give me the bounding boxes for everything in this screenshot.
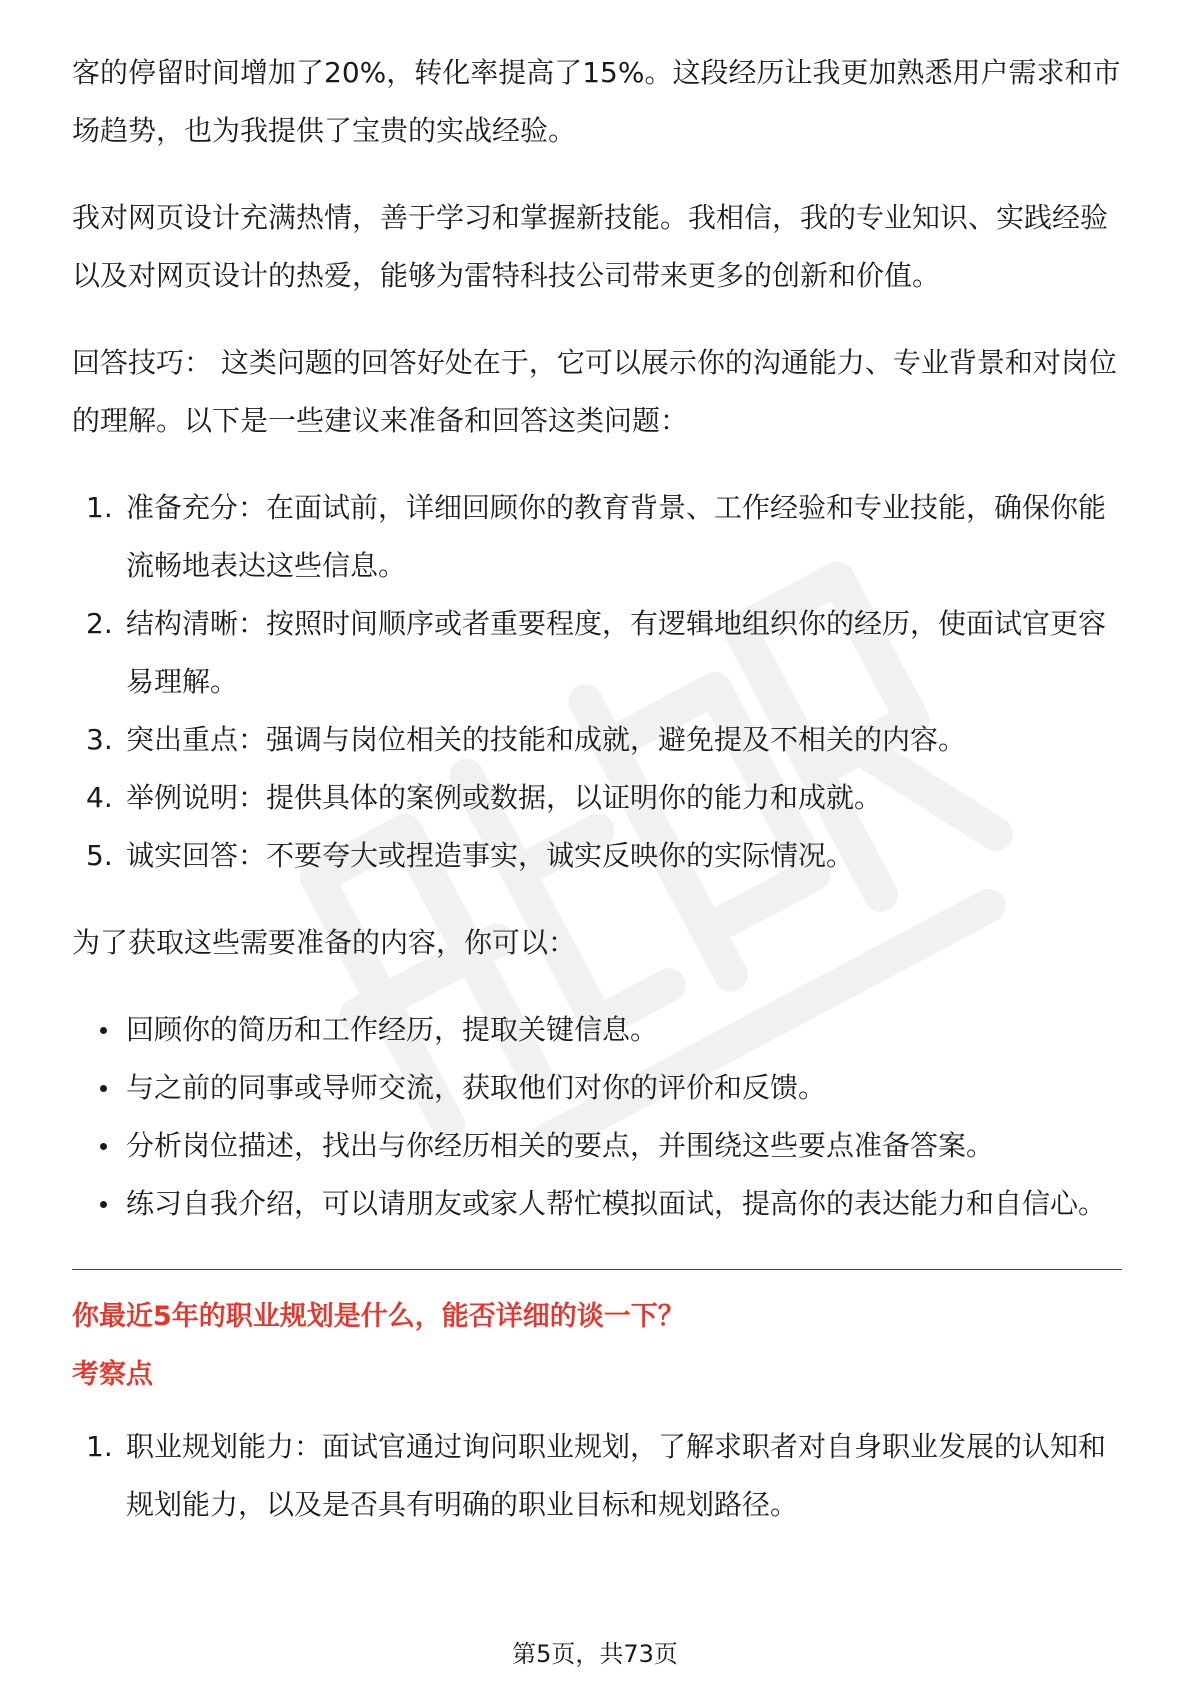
page-footer: 第5页，共73页 (512, 1640, 678, 1668)
paragraph-answer-tips: 回答技巧： 这类问题的回答好处在于，它可以展示你的沟通能力、专业背景和对岗位的理解。以下是一些建议来准备和回答这类问题： (72, 346, 1117, 437)
paragraph-preparation: 为了获取这些需要准备的内容，你可以： (72, 926, 577, 959)
list-item: 3. 突出重点：强调与岗位相关的技能和成就，避免提及不相关的内容。 (86, 723, 967, 756)
list-item: 分析岗位描述，找出与你经历相关的要点，并围绕这些要点准备答案。 (72, 1117, 1122, 1175)
section-divider (72, 1269, 1122, 1270)
list-item: 5. 诚实回答：不要夸大或捏造事实，诚实反映你的实际情况。 (86, 839, 855, 872)
paragraph-experience: 客的停留时间增加了20%，转化率提高了15%。这段经历让我更加熟悉用户需求和市场趋势，也为我提供了宝贵的实战经验。 (72, 56, 1121, 147)
paragraph-passion: 我对网页设计充满热情，善于学习和掌握新技能。我相信，我的专业知识、实践经验以及对网页设计的热爱，能够为雷特科技公司带来更多的创新和价值。 (72, 201, 1109, 292)
list-item: 1. 准备充分：在面试前，详细回顾你的教育背景、工作经验和专业技能，确保你能流畅地表达这些信息。 (86, 491, 1107, 582)
list-item: 回顾你的简历和工作经历，提取关键信息。 (72, 1001, 1122, 1059)
bullet-icon (100, 1143, 107, 1150)
bullet-icon (100, 1201, 107, 1208)
bullet-icon (100, 1027, 107, 1034)
list-item: 2. 结构清晰：按照时间顺序或者重要程度，有逻辑地组织你的经历，使面试官更容易理解。 (86, 607, 1107, 698)
question-title: 你最近5年的职业规划是什么，能否详细的谈一下？ (72, 1301, 685, 1332)
list-item: 4. 举例说明：提供具体的案例或数据，以证明你的能力和成就。 (86, 781, 883, 814)
list-item: 练习自我介绍，可以请朋友或家人帮忙模拟面试，提高你的表达能力和自信心。 (72, 1175, 1122, 1233)
list-item: 1. 职业规划能力：面试官通过询问职业规划，了解求职者对自身职业发展的认知和规划能力，以及是否具有明确的职业目标和规划路径。 (86, 1430, 1107, 1521)
preparation-bullets (72, 1001, 1122, 1233)
bullet-icon (100, 1085, 107, 1092)
tips-list (72, 479, 1122, 885)
list-item: 与之前的同事或导师交流，获取他们对你的评价和反馈。 (72, 1059, 1122, 1117)
assessment-points-list (72, 1418, 1122, 1534)
question-subtitle: 考察点 (72, 1359, 153, 1390)
main-content (72, 44, 1122, 1534)
